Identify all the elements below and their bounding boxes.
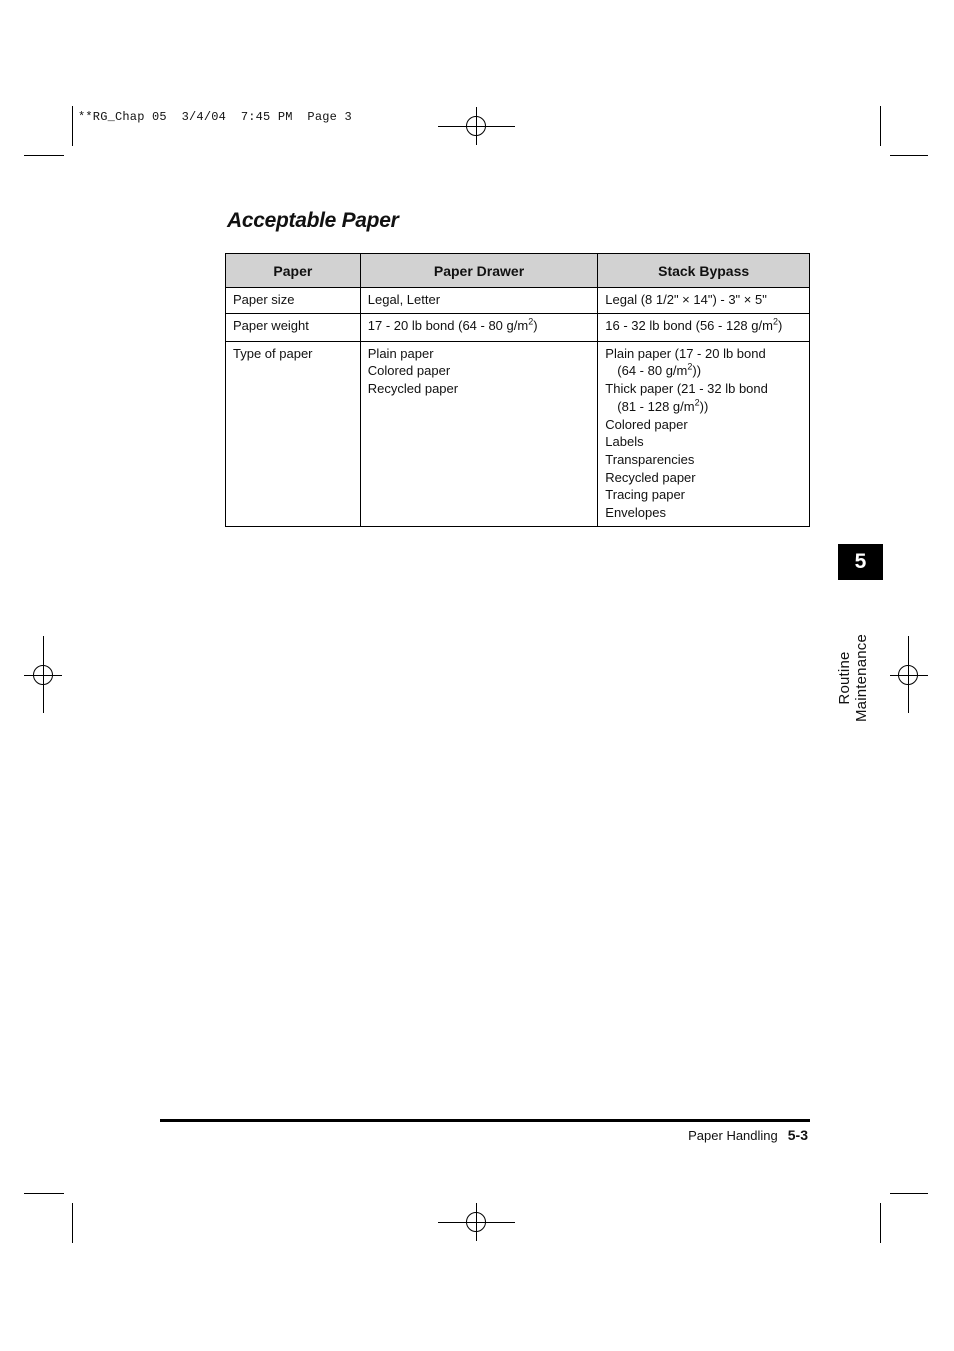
superscript: 2 xyxy=(528,316,534,327)
list-item: Envelopes xyxy=(605,505,666,521)
superscript: 2 xyxy=(694,397,700,408)
crop-mark xyxy=(880,1203,881,1243)
page-number: 5-3 xyxy=(787,1127,808,1143)
text: (81 - 128 g/m xyxy=(617,398,695,414)
text: ) xyxy=(777,317,783,333)
column-header-paper-drawer: Paper Drawer xyxy=(360,254,598,288)
table-row xyxy=(226,341,810,526)
bypass-paper-size: Legal (8 1/2" × 14") - 3" × 5" xyxy=(598,288,810,314)
row-label-paper-weight: Paper weight xyxy=(226,313,361,341)
drawer-paper-weight xyxy=(360,313,598,341)
table-row xyxy=(226,313,810,341)
list-item: Tracing paper xyxy=(605,487,686,503)
text: 17 - 20 lb bond (64 - 80 g/m xyxy=(367,317,529,333)
text: (64 - 80 g/m xyxy=(617,363,688,379)
list-item-continuation xyxy=(605,362,802,380)
crop-mark xyxy=(890,155,928,156)
column-header-paper: Paper xyxy=(226,254,361,288)
crop-mark xyxy=(24,155,64,156)
superscript: 2 xyxy=(687,362,693,373)
bypass-paper-weight xyxy=(598,313,810,341)
crop-mark xyxy=(72,106,73,146)
list-item-continuation xyxy=(605,398,802,416)
list-item: Colored paper xyxy=(367,363,451,379)
list-item: Recycled paper xyxy=(367,381,459,397)
text: 16 - 32 lb bond (56 - 128 g/m xyxy=(605,317,773,333)
chapter-tab: 5 xyxy=(838,544,883,580)
list-item: Labels xyxy=(605,434,644,450)
list-item: Plain paper (17 - 20 lb bond xyxy=(605,345,766,361)
drawer-type-of-paper xyxy=(360,341,598,526)
text: ) xyxy=(533,317,538,333)
list-item: Transparencies xyxy=(605,451,695,467)
crop-mark xyxy=(890,1193,928,1194)
text: )) xyxy=(699,398,709,414)
row-label-type-of-paper: Type of paper xyxy=(226,341,361,526)
superscript: 2 xyxy=(772,316,778,327)
text: )) xyxy=(692,363,702,379)
acceptable-paper-table xyxy=(225,253,810,527)
footer-section: Paper Handling xyxy=(688,1128,778,1143)
table-row xyxy=(226,288,810,314)
list-item: Colored paper xyxy=(605,416,688,432)
drawer-paper-size: Legal, Letter xyxy=(360,288,598,314)
crop-mark xyxy=(72,1203,73,1243)
page-footer xyxy=(688,1127,808,1143)
bypass-type-of-paper xyxy=(598,341,810,526)
list-item: Plain paper xyxy=(367,345,434,361)
crop-mark xyxy=(24,1193,64,1194)
column-header-stack-bypass: Stack Bypass xyxy=(598,254,810,288)
page-title: Acceptable Paper xyxy=(227,209,399,232)
print-slug: **RG_Chap 05 3/4/04 7:45 PM Page 3 xyxy=(78,110,352,124)
row-label-paper-size: Paper size xyxy=(226,288,361,314)
crop-mark xyxy=(880,106,881,146)
chapter-name: Routine Maintenance xyxy=(836,633,870,723)
footer-rule xyxy=(160,1119,810,1122)
list-item: Thick paper (21 - 32 lb bond xyxy=(605,381,768,397)
table-header-row xyxy=(226,254,810,288)
list-item: Recycled paper xyxy=(605,469,696,485)
